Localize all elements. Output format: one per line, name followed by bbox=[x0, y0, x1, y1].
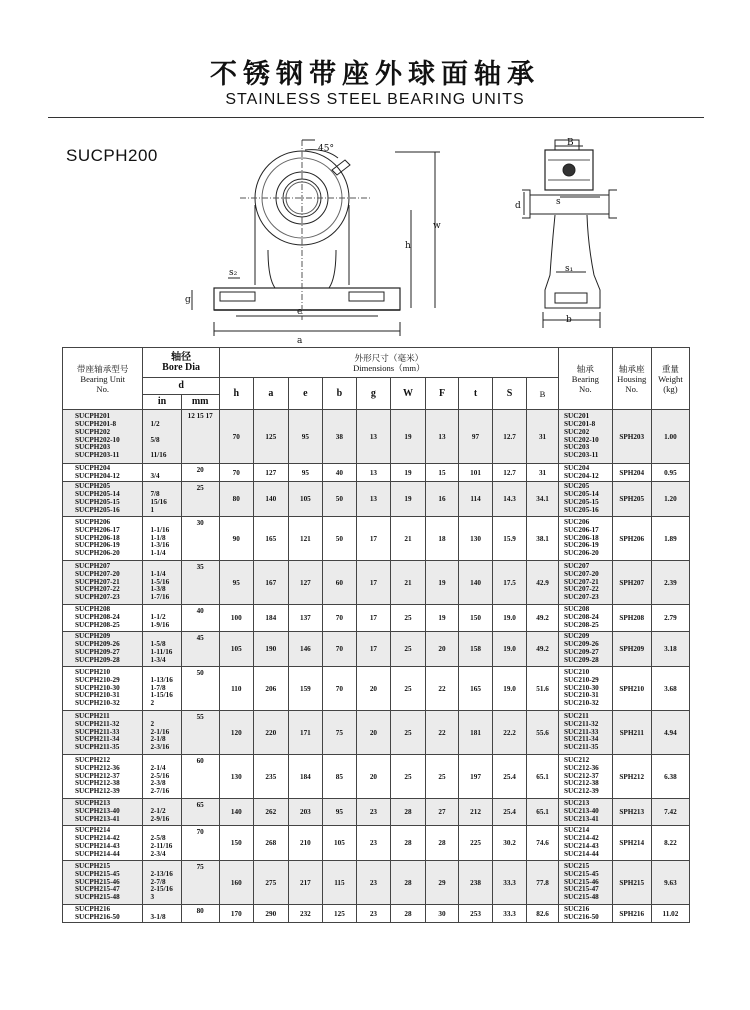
dim-W-cell: 19 bbox=[390, 410, 425, 464]
dim-b-cell: 105 bbox=[322, 826, 356, 861]
bore-inch-cell: 2-13/16 2-7/8 2-15/16 3 bbox=[143, 861, 181, 905]
dim-W-cell: 25 bbox=[390, 755, 425, 799]
dim-g-cell: 13 bbox=[356, 464, 390, 482]
table-row bbox=[63, 667, 690, 711]
housing-cell: SPH211 bbox=[612, 711, 651, 755]
dim-g-cell: 17 bbox=[356, 632, 390, 667]
dim-W-cell: 28 bbox=[390, 826, 425, 861]
dim-B-cell: 55.6 bbox=[527, 711, 559, 755]
bearing-numbers-cell: SUC212 SUC212-36 SUC212-37 SUC212-38 SUC212-39 bbox=[559, 755, 613, 799]
bore-inch-cell: 2 2-1/16 2-1/8 2-3/16 bbox=[143, 711, 181, 755]
dim-b-cell: 115 bbox=[322, 861, 356, 905]
dim-S-cell: 22.2 bbox=[493, 711, 527, 755]
weight-cell: 8.22 bbox=[651, 826, 689, 861]
dim-e-cell: 121 bbox=[288, 517, 322, 561]
dim-S-cell: 25.4 bbox=[493, 799, 527, 826]
dim-t-cell: 114 bbox=[459, 482, 493, 517]
bore-inch-cell: 3-1/8 bbox=[143, 905, 181, 923]
dim-B-cell: 49.2 bbox=[527, 632, 559, 667]
dim-h-cell: 170 bbox=[219, 905, 253, 923]
header-weight-unit: (kg) bbox=[663, 383, 678, 394]
unit-numbers-cell: SUCPH212 SUCPH212-36 SUCPH212-37 SUCPH212-38 SUCPH212-39 bbox=[63, 755, 143, 799]
bore-mm-cell: 50 bbox=[181, 667, 219, 711]
header-bore-mm: mm bbox=[181, 395, 219, 410]
dim-a-cell: 140 bbox=[253, 482, 288, 517]
dimensions-table-container bbox=[62, 347, 690, 923]
dim-S-cell: 33.3 bbox=[493, 905, 527, 923]
header-bore-en: Bore Dia bbox=[162, 361, 201, 373]
dim-a-cell: 262 bbox=[253, 799, 288, 826]
table-row bbox=[63, 605, 690, 632]
dim-t-cell: 238 bbox=[459, 861, 493, 905]
dim-g-cell: 17 bbox=[356, 561, 390, 605]
dim-b-cell: 70 bbox=[322, 605, 356, 632]
dim-b-cell: 70 bbox=[322, 667, 356, 711]
page-title-cn: 不锈钢带座外球面轴承 bbox=[210, 59, 540, 90]
dim-g-cell: 20 bbox=[356, 755, 390, 799]
header-col-h: h bbox=[219, 378, 253, 410]
dim-e-cell: 127 bbox=[288, 561, 322, 605]
weight-cell: 3.18 bbox=[651, 632, 689, 667]
dim-e-cell: 95 bbox=[288, 410, 322, 464]
table-row bbox=[63, 826, 690, 861]
bearing-numbers-cell: SUC204 SUC204-12 bbox=[559, 464, 613, 482]
dim-h-cell: 90 bbox=[219, 517, 253, 561]
dim-B-cell: 65.1 bbox=[527, 755, 559, 799]
header-housing-no: No. bbox=[625, 383, 639, 394]
header-bore-in: in bbox=[143, 395, 181, 410]
bore-mm-cell: 55 bbox=[181, 711, 219, 755]
dim-g-cell: 23 bbox=[356, 799, 390, 826]
bearing-numbers-cell: SUC209 SUC209-26 SUC209-27 SUC209-28 bbox=[559, 632, 613, 667]
dim-g-cell: 13 bbox=[356, 410, 390, 464]
dim-t-cell: 225 bbox=[459, 826, 493, 861]
table-row bbox=[63, 861, 690, 905]
housing-cell: SPH209 bbox=[612, 632, 651, 667]
dim-h-cell: 110 bbox=[219, 667, 253, 711]
weight-cell: 1.20 bbox=[651, 482, 689, 517]
dim-t-cell: 253 bbox=[459, 905, 493, 923]
dim-label-s2: s₂ bbox=[229, 268, 238, 278]
dim-label-d: d bbox=[515, 201, 521, 211]
dim-h-cell: 130 bbox=[219, 755, 253, 799]
bearing-numbers-cell: SUC211 SUC211-32 SUC211-33 SUC211-34 SUC211-35 bbox=[559, 711, 613, 755]
dim-a-cell: 190 bbox=[253, 632, 288, 667]
dim-F-cell: 22 bbox=[426, 667, 459, 711]
weight-cell: 9.63 bbox=[651, 861, 689, 905]
dim-label-B: B bbox=[567, 138, 574, 148]
dim-g-cell: 23 bbox=[356, 905, 390, 923]
dim-S-cell: 12.7 bbox=[493, 410, 527, 464]
table-body bbox=[63, 410, 690, 923]
dim-g-cell: 23 bbox=[356, 826, 390, 861]
dim-S-cell: 30.2 bbox=[493, 826, 527, 861]
header-bearing-en: Bearing bbox=[571, 373, 599, 384]
dim-h-cell: 70 bbox=[219, 410, 253, 464]
dim-S-cell: 25.4 bbox=[493, 755, 527, 799]
housing-cell: SPH210 bbox=[612, 667, 651, 711]
dim-F-cell: 18 bbox=[426, 517, 459, 561]
unit-numbers-cell: SUCPH210 SUCPH210-29 SUCPH210-30 SUCPH210-31 SUCPH210-32 bbox=[63, 667, 143, 711]
dim-b-cell: 50 bbox=[322, 482, 356, 517]
dim-g-cell: 23 bbox=[356, 861, 390, 905]
housing-cell: SPH213 bbox=[612, 799, 651, 826]
bore-mm-cell: 35 bbox=[181, 561, 219, 605]
header-col-e: e bbox=[288, 378, 322, 410]
dim-W-cell: 25 bbox=[390, 605, 425, 632]
weight-cell: 2.39 bbox=[651, 561, 689, 605]
header-bore-d: d bbox=[143, 378, 219, 395]
dim-b-cell: 40 bbox=[322, 464, 356, 482]
header-col-B: B bbox=[527, 378, 559, 410]
dim-t-cell: 165 bbox=[459, 667, 493, 711]
header-weight-en: Weight bbox=[658, 373, 683, 384]
dim-W-cell: 28 bbox=[390, 799, 425, 826]
unit-numbers-cell: SUCPH208 SUCPH208-24 SUCPH208-25 bbox=[63, 605, 143, 632]
bore-inch-cell: 2-1/2 2-9/16 bbox=[143, 799, 181, 826]
bore-mm-cell: 12 15 17 bbox=[181, 410, 219, 464]
angle-label: 45° bbox=[318, 144, 334, 154]
dim-g-cell: 13 bbox=[356, 482, 390, 517]
dim-W-cell: 25 bbox=[390, 632, 425, 667]
dim-B-cell: 77.8 bbox=[527, 861, 559, 905]
dim-t-cell: 212 bbox=[459, 799, 493, 826]
header-col-S: S bbox=[493, 378, 527, 410]
dim-B-cell: 51.6 bbox=[527, 667, 559, 711]
dim-t-cell: 130 bbox=[459, 517, 493, 561]
table-row bbox=[63, 482, 690, 517]
dim-F-cell: 30 bbox=[426, 905, 459, 923]
unit-numbers-cell: SUCPH215 SUCPH215-45 SUCPH215-46 SUCPH215-47 SUCPH215-48 bbox=[63, 861, 143, 905]
dim-t-cell: 97 bbox=[459, 410, 493, 464]
weight-cell: 3.68 bbox=[651, 667, 689, 711]
bearing-numbers-cell: SUC201 SUC201-8 SUC202 SUC202-10 SUC203 SUC203-11 bbox=[559, 410, 613, 464]
header-unit-no bbox=[63, 348, 143, 410]
bearing-numbers-cell: SUC216 SUC216-50 bbox=[559, 905, 613, 923]
technical-drawing bbox=[0, 125, 750, 345]
header-bore bbox=[143, 348, 219, 378]
bearing-numbers-cell: SUC214 SUC214-42 SUC214-43 SUC214-44 bbox=[559, 826, 613, 861]
bearing-numbers-cell: SUC205 SUC205-14 SUC205-15 SUC205-16 bbox=[559, 482, 613, 517]
dim-b-cell: 38 bbox=[322, 410, 356, 464]
unit-numbers-cell: SUCPH209 SUCPH209-26 SUCPH209-27 SUCPH209-28 bbox=[63, 632, 143, 667]
dim-b-cell: 70 bbox=[322, 632, 356, 667]
dim-a-cell: 235 bbox=[253, 755, 288, 799]
table-row bbox=[63, 561, 690, 605]
dim-S-cell: 19.0 bbox=[493, 632, 527, 667]
housing-cell: SPH204 bbox=[612, 464, 651, 482]
bore-mm-cell: 25 bbox=[181, 482, 219, 517]
dim-B-cell: 82.6 bbox=[527, 905, 559, 923]
unit-numbers-cell: SUCPH201 SUCPH201-8 SUCPH202 SUCPH202-10 SUCPH203 SUCPH203-11 bbox=[63, 410, 143, 464]
dim-a-cell: 184 bbox=[253, 605, 288, 632]
bore-inch-cell: 1-1/2 1-9/16 bbox=[143, 605, 181, 632]
bore-mm-cell: 30 bbox=[181, 517, 219, 561]
dim-b-cell: 60 bbox=[322, 561, 356, 605]
bore-mm-cell: 75 bbox=[181, 861, 219, 905]
header-unit-no-en: Bearing Unit bbox=[80, 373, 126, 384]
dim-e-cell: 105 bbox=[288, 482, 322, 517]
housing-cell: SPH206 bbox=[612, 517, 651, 561]
table-row bbox=[63, 517, 690, 561]
dim-h-cell: 120 bbox=[219, 711, 253, 755]
dim-S-cell: 19.0 bbox=[493, 605, 527, 632]
dim-e-cell: 210 bbox=[288, 826, 322, 861]
header-col-b: b bbox=[322, 378, 356, 410]
weight-cell: 1.89 bbox=[651, 517, 689, 561]
side-view-drawing bbox=[522, 140, 617, 328]
dim-h-cell: 160 bbox=[219, 861, 253, 905]
bore-inch-cell: 2-5/8 2-11/16 2-3/4 bbox=[143, 826, 181, 861]
dim-a-cell: 125 bbox=[253, 410, 288, 464]
dim-F-cell: 28 bbox=[426, 826, 459, 861]
table-row bbox=[63, 799, 690, 826]
dim-B-cell: 31 bbox=[527, 464, 559, 482]
dim-S-cell: 19.0 bbox=[493, 667, 527, 711]
bore-inch-cell: 1/2 5/8 11/16 bbox=[143, 410, 181, 464]
table-row bbox=[63, 464, 690, 482]
table-row bbox=[63, 632, 690, 667]
header-weight bbox=[651, 348, 689, 410]
dim-B-cell: 42.9 bbox=[527, 561, 559, 605]
dim-label-s: s bbox=[556, 197, 561, 207]
bore-inch-cell: 1-1/16 1-1/8 1-3/16 1-1/4 bbox=[143, 517, 181, 561]
bore-mm-cell: 45 bbox=[181, 632, 219, 667]
dim-t-cell: 101 bbox=[459, 464, 493, 482]
page-title-en: STAINLESS STEEL BEARING UNITS bbox=[225, 91, 525, 108]
weight-cell: 0.95 bbox=[651, 464, 689, 482]
bearing-numbers-cell: SUC206 SUC206-17 SUC206-18 SUC206-19 SUC206-20 bbox=[559, 517, 613, 561]
dim-label-s1: s₁ bbox=[565, 264, 574, 274]
housing-cell: SPH203 bbox=[612, 410, 651, 464]
header-col-g: g bbox=[356, 378, 390, 410]
header-dimensions bbox=[219, 348, 558, 378]
bearing-numbers-cell: SUC210 SUC210-29 SUC210-30 SUC210-31 SUC210-32 bbox=[559, 667, 613, 711]
dim-a-cell: 127 bbox=[253, 464, 288, 482]
dim-label-h: h bbox=[405, 241, 411, 251]
dim-W-cell: 21 bbox=[390, 517, 425, 561]
table-row bbox=[63, 755, 690, 799]
weight-cell: 2.79 bbox=[651, 605, 689, 632]
bore-mm-cell: 60 bbox=[181, 755, 219, 799]
dim-g-cell: 20 bbox=[356, 667, 390, 711]
housing-cell: SPH207 bbox=[612, 561, 651, 605]
dim-h-cell: 150 bbox=[219, 826, 253, 861]
housing-cell: SPH216 bbox=[612, 905, 651, 923]
dim-a-cell: 167 bbox=[253, 561, 288, 605]
dim-h-cell: 80 bbox=[219, 482, 253, 517]
dim-h-cell: 70 bbox=[219, 464, 253, 482]
dim-g-cell: 20 bbox=[356, 711, 390, 755]
dim-label-e: e bbox=[297, 307, 303, 317]
dim-a-cell: 165 bbox=[253, 517, 288, 561]
unit-numbers-cell: SUCPH216 SUCPH216-50 bbox=[63, 905, 143, 923]
dim-F-cell: 29 bbox=[426, 861, 459, 905]
dim-g-cell: 17 bbox=[356, 605, 390, 632]
header-dims-en: Dimensions（mm） bbox=[353, 362, 425, 373]
weight-cell: 11.02 bbox=[651, 905, 689, 923]
model-series-label: SUCPH200 bbox=[66, 146, 158, 165]
bearing-numbers-cell: SUC213 SUC213-40 SUC213-41 bbox=[559, 799, 613, 826]
header-bearing bbox=[559, 348, 613, 410]
header-col-a: a bbox=[253, 378, 288, 410]
header-bore-cn: 轴径 bbox=[171, 351, 192, 363]
header-weight-cn: 重量 bbox=[661, 363, 680, 374]
dim-label-b: b bbox=[566, 315, 572, 325]
bore-inch-cell: 2-1/4 2-5/16 2-3/8 2-7/16 bbox=[143, 755, 181, 799]
header-bearing-cn: 轴承 bbox=[576, 363, 594, 374]
title-divider bbox=[48, 117, 704, 118]
dim-B-cell: 49.2 bbox=[527, 605, 559, 632]
bore-inch-cell: 1-1/4 1-5/16 1-3/8 1-7/16 bbox=[143, 561, 181, 605]
dim-e-cell: 217 bbox=[288, 861, 322, 905]
dim-label-g: g bbox=[185, 295, 191, 305]
header-bearing-no: No. bbox=[579, 383, 592, 394]
dim-a-cell: 275 bbox=[253, 861, 288, 905]
unit-numbers-cell: SUCPH206 SUCPH206-17 SUCPH206-18 SUCPH206-19 SUCPH206-20 bbox=[63, 517, 143, 561]
dim-F-cell: 19 bbox=[426, 605, 459, 632]
weight-cell: 6.38 bbox=[651, 755, 689, 799]
dim-W-cell: 25 bbox=[390, 667, 425, 711]
dim-h-cell: 95 bbox=[219, 561, 253, 605]
housing-cell: SPH205 bbox=[612, 482, 651, 517]
bore-inch-cell: 3/4 bbox=[143, 464, 181, 482]
header-housing-en: Housing bbox=[617, 373, 647, 384]
dim-W-cell: 28 bbox=[390, 905, 425, 923]
bore-inch-cell: 7/8 15/16 1 bbox=[143, 482, 181, 517]
dim-e-cell: 137 bbox=[288, 605, 322, 632]
dim-label-w: w bbox=[433, 221, 441, 231]
unit-numbers-cell: SUCPH213 SUCPH213-40 SUCPH213-41 bbox=[63, 799, 143, 826]
dim-B-cell: 74.6 bbox=[527, 826, 559, 861]
dim-e-cell: 184 bbox=[288, 755, 322, 799]
unit-numbers-cell: SUCPH207 SUCPH207-20 SUCPH207-21 SUCPH207-22 SUCPH207-23 bbox=[63, 561, 143, 605]
bore-inch-cell: 1-13/16 1-7/8 1-15/16 2 bbox=[143, 667, 181, 711]
dim-W-cell: 28 bbox=[390, 861, 425, 905]
dim-W-cell: 21 bbox=[390, 561, 425, 605]
weight-cell: 7.42 bbox=[651, 799, 689, 826]
dim-b-cell: 85 bbox=[322, 755, 356, 799]
dim-e-cell: 171 bbox=[288, 711, 322, 755]
housing-cell: SPH215 bbox=[612, 861, 651, 905]
dim-F-cell: 15 bbox=[426, 464, 459, 482]
dim-g-cell: 17 bbox=[356, 517, 390, 561]
bearing-numbers-cell: SUC207 SUC207-20 SUC207-21 SUC207-22 SUC207-23 bbox=[559, 561, 613, 605]
header-housing-cn: 轴承座 bbox=[618, 363, 645, 374]
dim-F-cell: 19 bbox=[426, 561, 459, 605]
dim-S-cell: 17.5 bbox=[493, 561, 527, 605]
dim-e-cell: 232 bbox=[288, 905, 322, 923]
dim-t-cell: 197 bbox=[459, 755, 493, 799]
dim-S-cell: 33.3 bbox=[493, 861, 527, 905]
table-row bbox=[63, 905, 690, 923]
dim-t-cell: 158 bbox=[459, 632, 493, 667]
dim-W-cell: 25 bbox=[390, 711, 425, 755]
header-col-W: W bbox=[390, 378, 425, 410]
dim-label-a: a bbox=[297, 336, 303, 345]
dim-B-cell: 34.1 bbox=[527, 482, 559, 517]
dim-h-cell: 100 bbox=[219, 605, 253, 632]
dim-F-cell: 27 bbox=[426, 799, 459, 826]
dim-a-cell: 268 bbox=[253, 826, 288, 861]
dim-b-cell: 125 bbox=[322, 905, 356, 923]
dim-S-cell: 15.9 bbox=[493, 517, 527, 561]
dim-B-cell: 65.1 bbox=[527, 799, 559, 826]
dim-F-cell: 16 bbox=[426, 482, 459, 517]
dim-b-cell: 95 bbox=[322, 799, 356, 826]
header-unit-no-cn: 带座轴承型号 bbox=[76, 363, 129, 374]
dim-b-cell: 75 bbox=[322, 711, 356, 755]
dim-B-cell: 38.1 bbox=[527, 517, 559, 561]
unit-numbers-cell: SUCPH204 SUCPH204-12 bbox=[63, 464, 143, 482]
dim-F-cell: 20 bbox=[426, 632, 459, 667]
bearing-numbers-cell: SUC215 SUC215-45 SUC215-46 SUC215-47 SUC215-48 bbox=[559, 861, 613, 905]
bore-mm-cell: 20 bbox=[181, 464, 219, 482]
bore-inch-cell: 1-5/8 1-11/16 1-3/4 bbox=[143, 632, 181, 667]
bearing-numbers-cell: SUC208 SUC208-24 SUC208-25 bbox=[559, 605, 613, 632]
header-dims-cn: 外形尺寸（毫米） bbox=[354, 352, 424, 363]
dim-t-cell: 181 bbox=[459, 711, 493, 755]
housing-cell: SPH208 bbox=[612, 605, 651, 632]
dim-e-cell: 146 bbox=[288, 632, 322, 667]
header-col-t: t bbox=[459, 378, 493, 410]
bore-mm-cell: 65 bbox=[181, 799, 219, 826]
dim-F-cell: 13 bbox=[426, 410, 459, 464]
unit-numbers-cell: SUCPH211 SUCPH211-32 SUCPH211-33 SUCPH211-34 SUCPH211-35 bbox=[63, 711, 143, 755]
weight-cell: 1.00 bbox=[651, 410, 689, 464]
housing-cell: SPH212 bbox=[612, 755, 651, 799]
front-view-drawing bbox=[192, 140, 440, 336]
header-housing bbox=[612, 348, 651, 410]
header-col-F: F bbox=[426, 378, 459, 410]
table-row bbox=[63, 711, 690, 755]
housing-cell: SPH214 bbox=[612, 826, 651, 861]
dim-t-cell: 150 bbox=[459, 605, 493, 632]
table-row bbox=[63, 410, 690, 464]
dim-a-cell: 206 bbox=[253, 667, 288, 711]
unit-numbers-cell: SUCPH205 SUCPH205-14 SUCPH205-15 SUCPH205-16 bbox=[63, 482, 143, 517]
dim-S-cell: 12.7 bbox=[493, 464, 527, 482]
bore-mm-cell: 80 bbox=[181, 905, 219, 923]
dim-b-cell: 50 bbox=[322, 517, 356, 561]
dim-W-cell: 19 bbox=[390, 464, 425, 482]
header-unit-no-no: No. bbox=[96, 383, 110, 394]
dim-t-cell: 140 bbox=[459, 561, 493, 605]
dim-S-cell: 14.3 bbox=[493, 482, 527, 517]
dim-F-cell: 25 bbox=[426, 755, 459, 799]
bore-mm-cell: 70 bbox=[181, 826, 219, 861]
dim-e-cell: 203 bbox=[288, 799, 322, 826]
dim-e-cell: 159 bbox=[288, 667, 322, 711]
dim-B-cell: 31 bbox=[527, 410, 559, 464]
dim-W-cell: 19 bbox=[390, 482, 425, 517]
dim-e-cell: 95 bbox=[288, 464, 322, 482]
bore-mm-cell: 40 bbox=[181, 605, 219, 632]
dimensions-table bbox=[62, 347, 690, 923]
dim-a-cell: 220 bbox=[253, 711, 288, 755]
weight-cell: 4.94 bbox=[651, 711, 689, 755]
unit-numbers-cell: SUCPH214 SUCPH214-42 SUCPH214-43 SUCPH214-44 bbox=[63, 826, 143, 861]
dim-h-cell: 140 bbox=[219, 799, 253, 826]
dim-a-cell: 290 bbox=[253, 905, 288, 923]
dim-h-cell: 105 bbox=[219, 632, 253, 667]
dim-F-cell: 22 bbox=[426, 711, 459, 755]
